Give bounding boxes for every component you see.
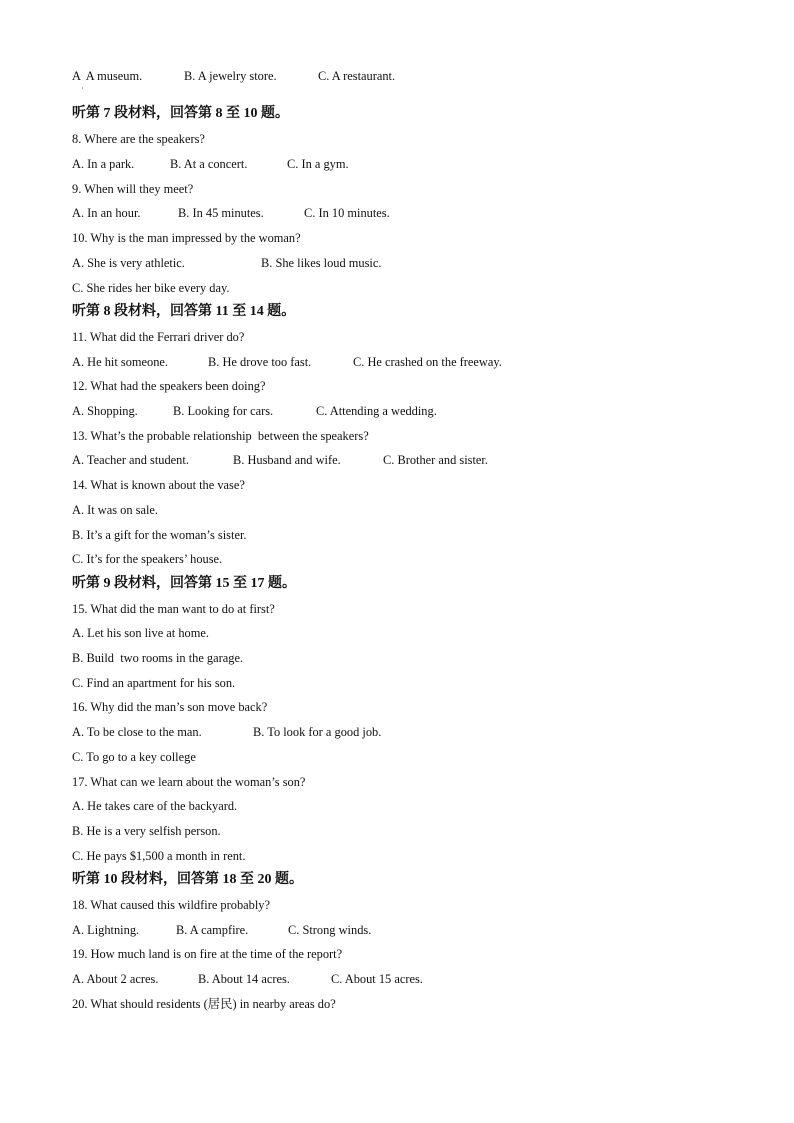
section-heading-8: 听第 8 段材料，回答第 11 至 14 题。	[72, 304, 296, 319]
q17-option-c: C. He pays $1,500 a month in rent.	[72, 849, 246, 863]
q10-option-a: A. She is very athletic.	[72, 256, 185, 270]
section-heading-9: 听第 9 段材料，回答第 15 至 17 题。	[72, 576, 296, 591]
q14-option-b: B. It’s a gift for the woman’s sister.	[72, 528, 247, 542]
q19-option-b: B. About 14 acres.	[198, 972, 290, 986]
q15-option-b: B. Build two rooms in the garage.	[72, 651, 244, 665]
question-9: 9. When will they meet?	[72, 182, 194, 196]
question-10: 10. Why is the man impressed by the woman?	[72, 231, 301, 245]
q15-option-a: A. Let his son live at home.	[72, 626, 209, 640]
q13-option-a: A. Teacher and student.	[72, 453, 189, 467]
q18-option-b: B. A campfire.	[176, 923, 249, 937]
question-15: 15. What did the man want to do at first?	[72, 602, 275, 616]
q11-option-a: A. He hit someone.	[72, 355, 169, 369]
q19-option-a: A. About 2 acres.	[72, 972, 159, 986]
q13-option-b: B. Husband and wife.	[233, 453, 341, 467]
q10-option-b: B. She likes loud music.	[261, 256, 382, 270]
question-18: 18. What caused this wildfire probably?	[72, 898, 270, 912]
question-13: 13. What’s the probable relationship between the speakers?	[72, 429, 369, 443]
q13-option-c: C. Brother and sister.	[383, 453, 488, 467]
q16-option-a: A. To be close to the man.	[72, 725, 202, 739]
q9-option-a: A. In an hour.	[72, 206, 141, 220]
q8-option-a: A. In a park.	[72, 157, 135, 171]
question-8: 8. Where are the speakers?	[72, 132, 205, 146]
question-20: 20. What should residents (居民) in nearby areas do?	[72, 997, 336, 1011]
q7-option-c: C. A restaurant.	[318, 69, 396, 83]
section-heading-10: 听第 10 段材料，回答第 18 至 20 题。	[72, 872, 303, 887]
q17-option-a: A. He takes care of the backyard.	[72, 799, 238, 813]
question-19: 19. How much land is on fire at the time of the report?	[72, 947, 343, 961]
q18-option-c: C. Strong winds.	[288, 923, 372, 937]
q10-option-c: C. She rides her bike every day.	[72, 281, 230, 295]
q11-option-c: C. He crashed on the freeway.	[353, 355, 502, 369]
q15-option-c: C. Find an apartment for his son.	[72, 676, 236, 690]
question-12: 12. What had the speakers been doing?	[72, 379, 266, 393]
question-11: 11. What did the Ferrari driver do?	[72, 330, 245, 344]
q14-option-a: A. It was on sale.	[72, 503, 159, 517]
question-17: 17. What can we learn about the woman’s son?	[72, 775, 306, 789]
q9-option-c: C. In 10 minutes.	[304, 206, 390, 220]
q12-option-c: C. Attending a wedding.	[316, 404, 437, 418]
q8-option-c: C. In a gym.	[287, 157, 349, 171]
q16-option-c: C. To go to a key college	[72, 750, 196, 764]
q12-option-b: B. Looking for cars.	[173, 404, 274, 418]
q7-option-a: A A museum.	[72, 69, 143, 83]
q14-option-c: C. It’s for the speakers’ house.	[72, 552, 223, 566]
q16-option-b: B. To look for a good job.	[253, 725, 382, 739]
section-heading-7: 听第 7 段材料，回答第 8 至 10 题。	[72, 106, 289, 121]
question-16: 16. Why did the man’s son move back?	[72, 700, 268, 714]
q12-option-a: A. Shopping.	[72, 404, 138, 418]
q8-option-b: B. At a concert.	[170, 157, 248, 171]
q17-option-b: B. He is a very selfish person.	[72, 824, 221, 838]
q19-option-c: C. About 15 acres.	[331, 972, 423, 986]
question-14: 14. What is known about the vase?	[72, 478, 245, 492]
q7-option-b: B. A jewelry store.	[184, 69, 277, 83]
q18-option-a: A. Lightning.	[72, 923, 140, 937]
q11-option-b: B. He drove too fast.	[208, 355, 312, 369]
q9-option-b: B. In 45 minutes.	[178, 206, 264, 220]
dot-mark: ·	[81, 84, 84, 93]
